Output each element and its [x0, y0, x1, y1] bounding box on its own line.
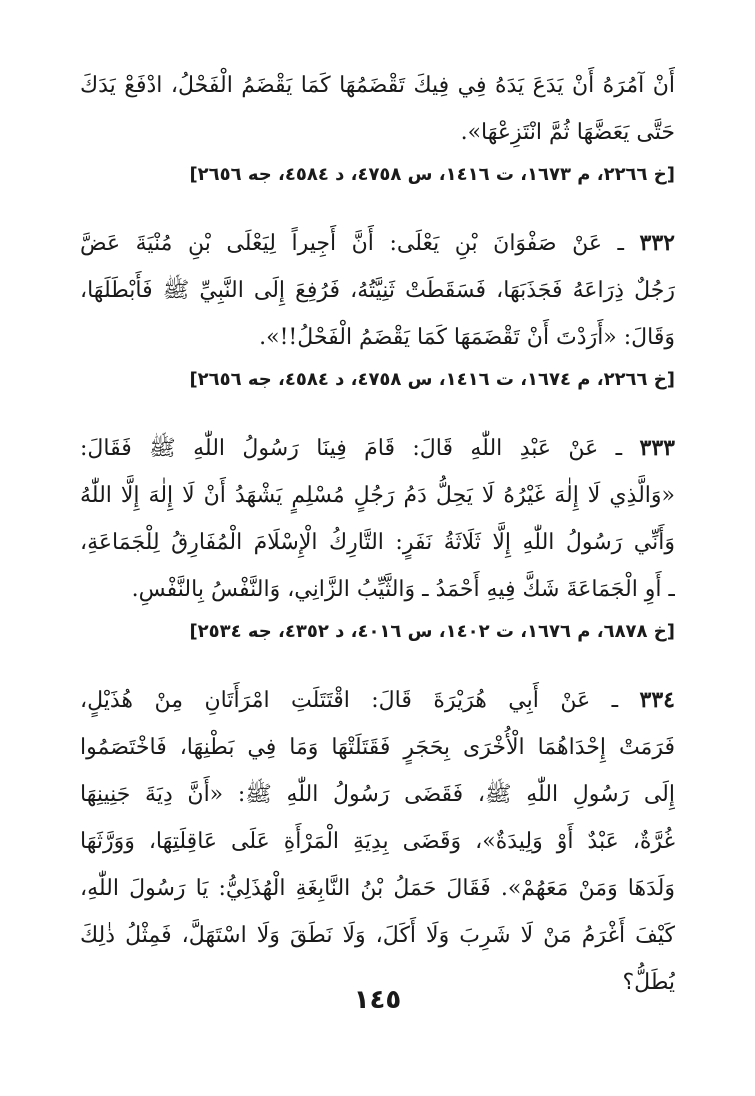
hadith-333 — [80, 425, 675, 647]
text-line: وَأَنِّي رَسُولُ اللّٰهِ إِلَّا ثَلَاثَةُ نَفَرٍ: التَّارِكُ الْإِسْلَامَ الْمُفَارِقُ لِلْجَمَاعَةِ، — [80, 530, 675, 555]
text-line: إِلَى رَسُولِ اللّٰهِ ﷺ، فَقَضَى رَسُولُ اللّٰهِ ﷺ: «أَنَّ دِيَةَ جَنِينِهَا — [80, 782, 675, 807]
text-line-content: ـ عَنْ صَفْوَانَ بْنِ يَعْلَى: أَنَّ أَجِيراً لِيَعْلَى بْنِ مُنْيَةَ عَضَّ — [80, 231, 624, 256]
text-line: كَيْفَ أَغْرَمُ مَنْ لَا شَرِبَ وَلَا أَكَلَ، وَلَا نَطَقَ وَلَا اسْتَهَلَّ، فَمِثْلُ ذٰلِكَ — [80, 923, 675, 948]
text-line: «وَالَّذِي لَا إِلٰهَ غَيْرُهُ لَا يَحِلُّ دَمُ رَجُلٍ مُسْلِمٍ يَشْهَدُ أَنْ لَا إِلٰهَ إِلَّا اللّٰهُ — [80, 483, 675, 508]
text-line: وَلَدَهَا وَمَنْ مَعَهُمْ». فَقَالَ حَمَلُ بْنُ النَّابِغَةِ الْهُذَلِيُّ: يَا رَسُولَ اللّٰهِ، — [80, 876, 675, 901]
hadith-number: ٣٣٤ — [639, 687, 675, 713]
hadith-332 — [80, 220, 675, 395]
text-line: رَجُلٌ ذِرَاعَهُ فَجَذَبَهَا، فَسَقَطَتْ ثَنِيَّتُهُ، فَرُفِعَ إِلَى النَّبِيِّ ﷺ فَأَبْطَلَهَا، — [80, 278, 675, 303]
hadith-continuation — [80, 62, 675, 190]
text-line: وَقَالَ: «أَرَدْتَ أَنْ تَقْضَمَهَا كَمَا يَقْضَمُ الْفَحْلُ!!». — [259, 325, 675, 350]
hadith-number: ٣٣٣ — [639, 435, 675, 461]
text-line: حَتَّى يَعَضَّهَا ثُمَّ انْتَزِعْهَا». — [460, 120, 675, 145]
text-line: ـ أَوِ الْجَمَاعَةَ شَكَّ فِيهِ أَحْمَدُ ـ وَالثَّيِّبُ الزَّانِي، وَالنَّفْسُ بِالنَّفْسِ. — [131, 577, 675, 602]
hadith-reference: [خ ٦٨٧٨، م ١٦٧٦، ت ١٤٠٢، س ٤٠١٦، د ٤٣٥٢، جه ٢٥٣٤] — [189, 621, 675, 642]
text-line: أَنْ آمُرَهُ أَنْ يَدَعَ يَدَهُ فِي فِيكَ تَقْضَمُهَا كَمَا يَقْضَمُ الْفَحْلُ، ادْفَعْ يَدَكَ — [80, 73, 675, 98]
text-line — [80, 425, 675, 472]
text-line — [80, 677, 675, 724]
text-line: فَرَمَتْ إِحْدَاهُمَا الْأُخْرَى بِحَجَرٍ فَقَتَلَتْهَا وَمَا فِي بَطْنِهَا، فَاخْتَصَمُوا — [80, 735, 675, 760]
hadith-334 — [80, 677, 675, 1006]
hadith-reference: [خ ٢٢٦٦، م ١٦٧٣، ت ١٤١٦، س ٤٧٥٨، د ٤٥٨٤، جه ٢٦٥٦] — [189, 164, 675, 185]
text-line — [80, 220, 675, 267]
text-line: غُرَّةٌ، عَبْدٌ أَوْ وَلِيدَةٌ»، وَقَضَى بِدِيَةِ الْمَرْأَةِ عَلَى عَاقِلَتِهَا، وَوَرَّثَهَا — [80, 829, 675, 854]
hadith-number: ٣٣٢ — [639, 230, 675, 256]
page-number: ١٤٥ — [353, 985, 402, 1015]
page-body — [80, 62, 675, 1006]
text-line-content: ـ عَنْ أَبِي هُرَيْرَةَ قَالَ: اقْتَتَلَتِ امْرَأَتَانِ مِنْ هُذَيْلٍ، — [80, 688, 619, 713]
text-line-content: ـ عَنْ عَبْدِ اللّٰهِ قَالَ: قَامَ فِينَا رَسُولُ اللّٰهِ ﷺ فَقَالَ: — [80, 436, 623, 461]
hadith-reference: [خ ٢٢٦٦، م ١٦٧٤، ت ١٤١٦، س ٤٧٥٨، د ٤٥٨٤، جه ٢٦٥٦] — [189, 369, 675, 390]
text-line: يُطَلُّ؟ — [622, 970, 675, 995]
